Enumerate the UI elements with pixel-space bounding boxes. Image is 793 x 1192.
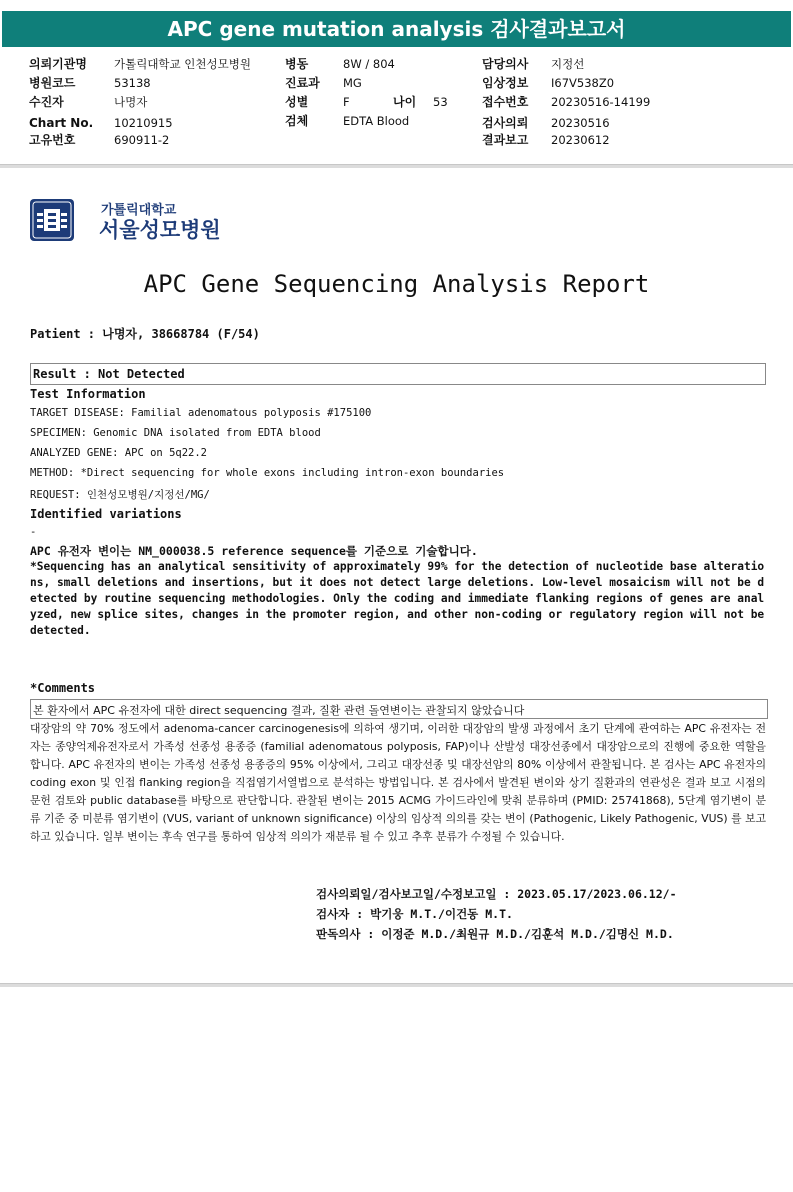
result-box [30,363,766,385]
label-hospital-code: 병원코드 [29,76,76,90]
section-divider-top [0,164,793,168]
value-sex: F [343,95,350,109]
hospital-emblem-icon [29,198,73,242]
label-age: 나이 [393,95,417,109]
report-title: APC Gene Sequencing Analysis Report [143,270,650,298]
identified-variations-heading: Identified variations [30,507,182,521]
test-info-target-disease: TARGET DISEASE: Familial adenomatous polyposis #175100 [30,407,372,419]
test-info-specimen: SPECIMEN: Genomic DNA isolated from EDTA blood [30,427,321,439]
examiners: 검사자 : 박기웅 M.T./이건동 M.T. [316,907,513,921]
reference-sequence-note: APC 유전자 변이는 NM_000038.5 reference sequence를 기준으로 기술합니다. [30,544,478,558]
label-clinical-info: 임상정보 [482,76,529,90]
logo-university-name: 가톨릭대학교 [101,203,177,218]
section-divider-bottom [0,983,793,987]
value-physician: 지정선 [551,57,585,71]
value-unique-number: 690911-2 [114,133,170,147]
comments-body: 대장암의 약 70% 정도에서 adenoma-cancer carcinogenesis에 의하여 생기며, 이러한 대장암의 발생 과정에서 초기 단계에 관여하는 APC 유전자는 전자는 종양억제유전자로서 가족성 선종성 용종증 (familial adenomatous polyposis, FAP)이나 산발성 대장선종에서 대장암으로의 진행에 중요한 역할을 합니다. APC 유전자의 변이는 가족성 선종성 용종증의 95% 이상에서, 그리고 대장선종 및 대장선암의 80% 이상에서 관찰됩니다. 본 검사는 APC 유전자의 coding exon 및 인접 flanking region을 직접염기서열법으로 분석하는 방법입니다. 본 검사에서 발견된 변이와 상기 질환과의 연관성은 결과 보고 시점의 문헌 검토와 public database를 바탕으로 판단합니다. 관찰된 변이는 2015 ACMG 가이드라인에 맞춰 분류하며 (PMID: 25741868), 5단계 염기변이 분류 기준 중 미분류 염기변이 (VUS, variant of unknown significance) 이상의 임상적 의의를 갖는 변이 (Pathogenic, Likely Pathogenic, VUS) 를 보고하고 있습니다. 일부 변이는 후속 연구를 통하여 임상적 의의가 재분류 될 수 있고 추후 분류가 수정될 수 있습니다. [30,722,766,843]
value-receipt-number: 20230516-14199 [551,95,651,109]
report-title-bar: APC gene mutation analysis 검사결과보고서 [2,11,791,47]
test-info-request: REQUEST: 인천성모병원/지정선/MG/ [30,489,210,501]
comments-summary-box [30,699,768,719]
value-request-date: 20230516 [551,116,610,130]
test-information-heading: Test Information [30,387,146,401]
label-department: 진료과 [285,76,320,90]
comments-heading: *Comments [30,681,96,695]
test-info-method: METHOD: *Direct sequencing for whole exons including intron-exon boundaries [30,467,505,479]
label-requesting-institution: 의뢰기관명 [29,57,87,71]
label-receipt-number: 접수번호 [482,95,529,109]
value-requesting-institution: 가톨릭대학교 인천성모병원 [114,57,251,71]
label-patient-name: 수진자 [29,95,64,109]
patient-line: Patient : 나명자, 38668784 (F/54) [30,327,260,341]
logo-hospital-name: 서울성모병원 [99,218,221,242]
value-department: MG [343,76,362,90]
report-dates: 검사의뢰일/검사보고일/수정보고일 : 2023.05.17/2023.06.12/- [316,887,677,901]
label-physician: 담당의사 [482,57,529,71]
result-text: Result : Not Detected [33,367,185,381]
label-sex: 성별 [285,95,309,109]
label-unique-number: 고유번호 [29,133,76,147]
value-age: 53 [433,95,448,109]
comments-summary-text: 본 환자에서 APC 유전자에 대한 direct sequencing 결과, 질환 관련 돌연변이는 관찰되지 않았습니다 [33,704,525,717]
label-chart-no: Chart No. [29,116,94,130]
label-request-date: 검사의뢰 [482,116,529,130]
reading-physicians: 판독의사 : 이정준 M.D./최원규 M.D./김훈석 M.D./김명신 M.D. [316,927,674,941]
value-chart-no: 10210915 [114,116,173,130]
identified-variations-value: - [30,526,37,538]
value-report-date: 20230612 [551,133,610,147]
value-patient-name: 나명자 [114,95,148,109]
label-ward: 병동 [285,57,309,71]
label-report-date: 결과보고 [482,133,529,147]
value-specimen: EDTA Blood [343,114,410,128]
value-ward: 8W / 804 [343,57,395,71]
value-clinical-info: I67V538Z0 [551,76,615,90]
test-info-analyzed-gene: ANALYZED GENE: APC on 5q22.2 [30,447,208,459]
value-hospital-code: 53138 [114,76,151,90]
label-specimen: 검체 [285,114,309,128]
sensitivity-note: *Sequencing has an analytical sensitivity of approximately 99% for the detection of nucleotide base alterations, small deletions and insertions, but it does not detect large deletions. Low-level mosaicism will not be detected by routine sequencing methodologies. Only the coding and immediate flanking regions of genes are analyzed, new splice sites, changes in the promoter region, and other non-coding or regulatory region will not be detected. [30,560,765,637]
